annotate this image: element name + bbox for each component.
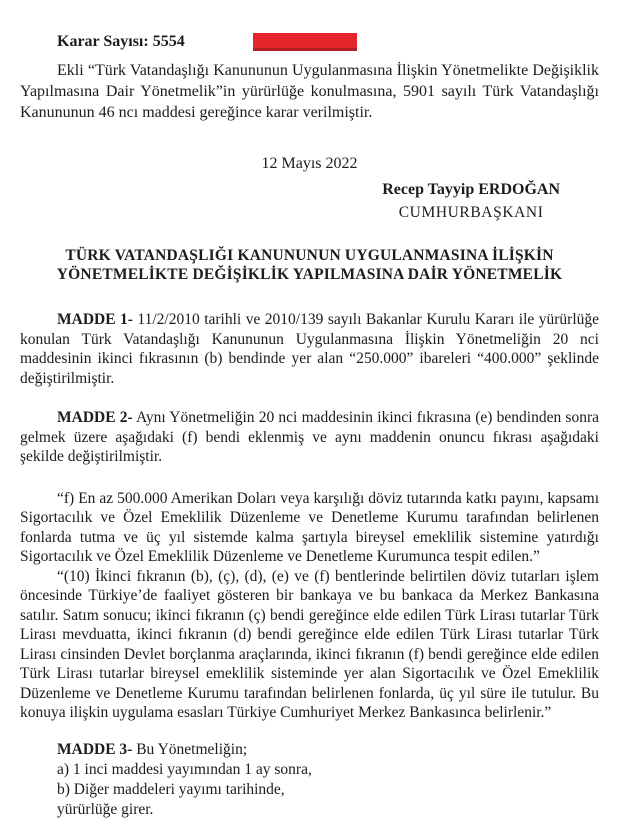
signature-block	[382, 180, 560, 222]
decree-document-page	[0, 33, 619, 833]
article-2-label: MADDE 2-	[57, 409, 133, 426]
article-3-intro: Bu Yönetmeliğin;	[132, 740, 248, 758]
article-3-item-b: b) Diğer maddeleri yayımı tarihinde,	[57, 780, 285, 798]
intro-paragraph: Ekli “Türk Vatandaşlığı Kanununun Uygulanmasına İlişkin Yönetmelikte Değişiklik Yapılmasına Dair Yönetmelik”in yürürlüğe konulmasına, 5901 sayılı Türk Vatandaşlığı Kanununun 46 ncı maddesi gereğince karar verilmiştir.	[20, 62, 599, 121]
article-3-label: MADDE 3-	[57, 740, 133, 758]
article-3	[20, 740, 599, 820]
article-1-text: 11/2/2010 tarihli ve 2010/139 sayılı Bakanlar Kurulu Kararı ile yürürlüğe konulan Türk Vatandaşlığı Kanununun Uygulanmasına İlişkin Yönetmeliğin 20 nci maddesinin ikinci fıkrasının (b) bendinde yer alan “250.000” ibareleri “400.000” şeklinde değiştirilmiştir.	[20, 311, 600, 387]
quoted-paragraph-10: “(10) İkinci fıkranın (b), (ç), (d), (e) ve (f) bentlerinde belirtilen döviz tutarları işlem öncesinde Türkiye’de faaliyet gösteren bir bankaya ve bu bankaca da Merkez Bankasına satılır. Satım sonucu; ikinci fıkranın (ç) bendi gereğince elde edilen Türk Lirası tutarlar Türk Lirası mevduatta, ikinci fıkranın (d) bendi gereğince elde edilen Türk Lirası tutarlar Türk Lirası cinsinden Devlet borçlanma araçlarında, ikinci fıkranın (f) bendi gereğince elde edilen Türk Lirası tutarlar bireysel emeklilik sisteminde yer alan Sigortacılık ve Özel Emeklilik Düzenleme ve Denetleme Kurumu tarafından belirlenen fonlarda, üç yıl süre ile tutulur. Bu konuya ilişkin uygulama esasları Türkiye Cumhuriyet Merkez Bankasınca belirlenir.”	[20, 567, 599, 721]
article-2-text: Aynı Yönetmeliğin 20 nci maddesinin ikinci fıkrasına (e) bendinden sonra gelmek üzere aşağıdaki (f) bendi eklenmiş ve aynı maddenin onuncu fıkrası aşağıdaki şekilde değiştirilmiştir.	[20, 409, 599, 465]
article-2	[20, 408, 599, 467]
decree-number: Karar Sayısı: 5554	[57, 33, 185, 50]
signer-name: Recep Tayyip ERDOĞAN	[382, 181, 560, 198]
signer-title: CUMHURBAŞKANI	[398, 204, 544, 221]
regulation-title-line-2: YÖNETMELİKTE DEĞİŞİKLİK YAPILMASINA DAİR YÖNETMELİK	[56, 266, 563, 283]
regulation-title-line-1: TÜRK VATANDAŞLIĞI KANUNUNUN UYGULANMASINA İLİŞKİN	[65, 247, 554, 264]
article-3-heading	[57, 740, 599, 760]
document-content	[0, 33, 619, 820]
quoted-paragraph-f: “f) En az 500.000 Amerikan Doları veya karşılığı döviz tutarında katkı payını, kapsamı Sigortacılık ve Özel Emeklilik Düzenleme ve Denetleme Kurumu tarafından belirlenen fonlarda tutma ve üç yıl sistemde kalma şartıyla bireysel emeklilik sistemine yatırdığı Sigortacılık ve Özel Emeklilik Düzenleme ve Denetleme Kurumunca tespit edilen.”	[20, 489, 599, 565]
article-3-item-a: a) 1 inci maddesi yayımından 1 ay sonra,	[57, 760, 312, 778]
article-3-closing: yürürlüğe girer.	[57, 800, 154, 818]
article-1-label: MADDE 1-	[57, 311, 133, 328]
regulation-title	[20, 246, 599, 284]
decree-date: 12 Mayıs 2022	[261, 155, 358, 172]
article-1	[20, 310, 599, 388]
